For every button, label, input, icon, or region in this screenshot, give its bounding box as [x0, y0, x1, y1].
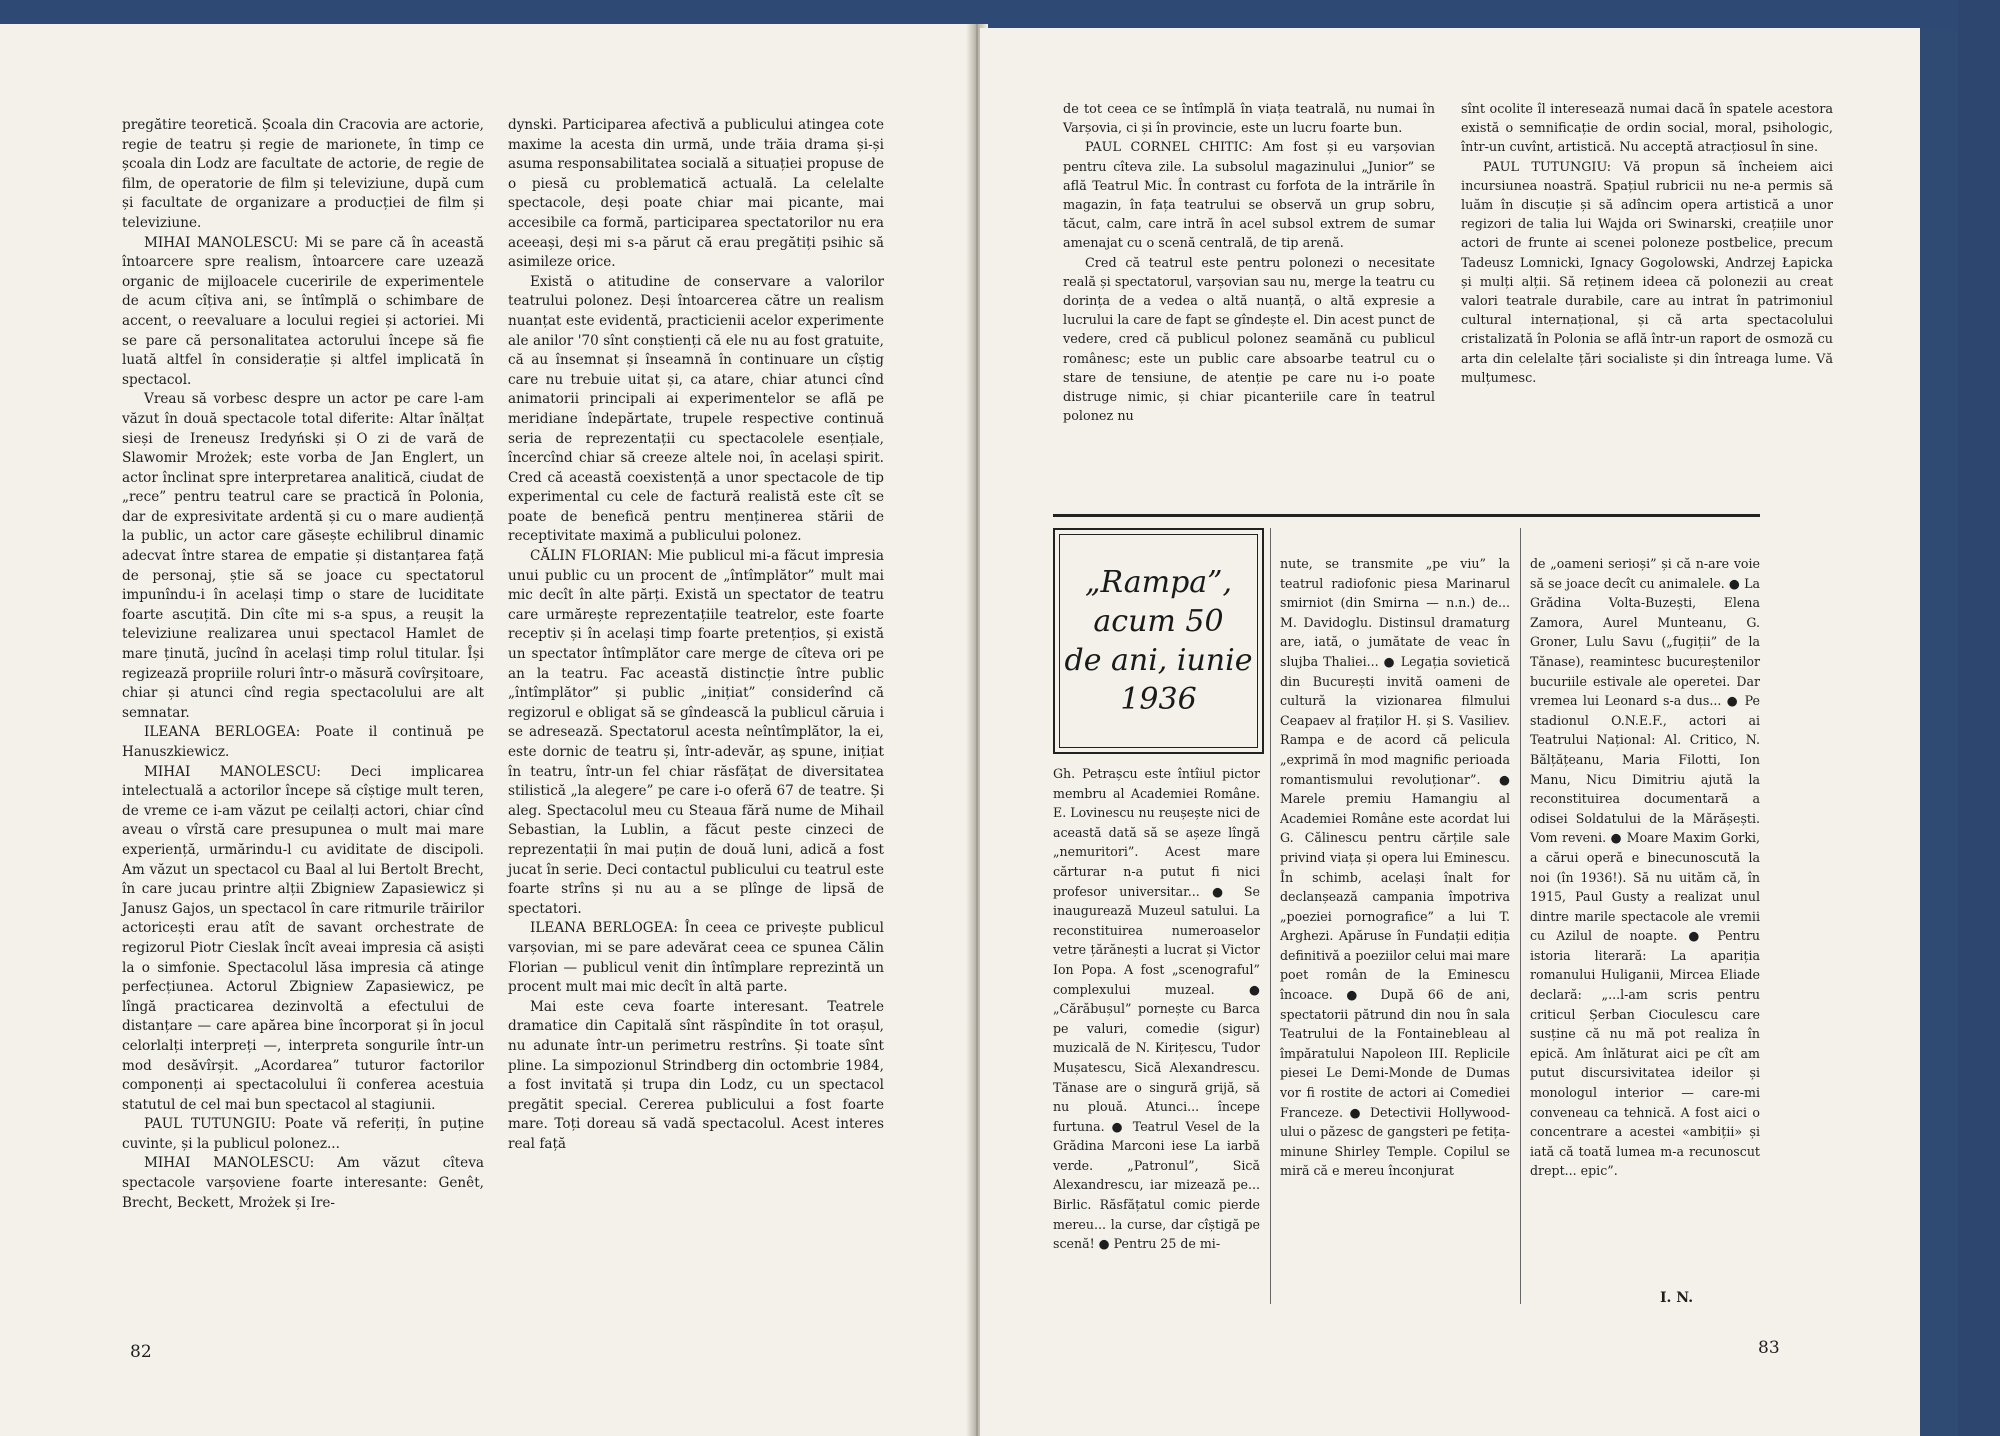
- paragraph: ILEANA BERLOGEA: Poate il continuă pe Hanuszkiewicz.: [122, 724, 484, 760]
- paragraph: Gh. Petrașcu este întîiul pictor membru al Academiei Române. E. Lovinescu nu reușește nici de această dată să se așeze lîngă „nemuritori”. Acest mare cărturar n-a putut fi nici profesor universitar... ● Se inaugurează Muzeul satului. La reconstituirea numeroaselor vetre țărănești a lucrat și Victor Ion Popa. A fost „scenograful” complexului muzeal. ● „Cărăbușul” pornește cu Barca pe valuri, comedie (sigur) muzicală de N. Kirițescu, Tudor Mușatescu, Sică Alexandrescu. Tănase are o singură grijă, să nu plouă. Atunci... începe furtuna. ● Teatrul Vesel de la Grădina Marconi iese La iarbă verde. „Patronul”, Sică Alexandrescu, iar mizează pe... Birlic. Răsfățatul comic pierde mereu... la curse, dar cîștigă pe scenă! ● Pentru 25 de mi-: [1053, 766, 1260, 1252]
- paragraph: nute, se transmite „pe viu” la teatrul radiofonic piesa Marinarul smirniot (din Smirna — n.n.) de... M. Davidoglu. Distinsul dramaturg are, iată, o jumătate de veac în slujba Thaliei... ● Legația sovietică din București invită oameni de cultură la vizionarea filmului Ceapaev al fraților H. și S. Vasiliev. Rampa e de acord că pelicula „exprimă în mod magnific perioada romantismului revoluționar”. ● Marele premiu Hamangiu al Academiei Române este acordat lui G. Călinescu pentru cărțile sale privind viața și opera lui Eminescu. În schimb, același înalt for declanșează campania împotriva „poeziei pornografice” a lui T. Arghezi. Apăruse în Fundații ediția definitivă a poeziilor celui mai mare poet român de la Eminescu încoace. ● După 66 de ani, spectatorii pătrund din nou în sala Teatrului de la Fontainebleau al împăratului Napoleon III. Replicile piesei Le Demi-Monde de Dumas vor fi rostite de actori ai Comediei Franceze. ● Detectivii Hollywood-ului o păzesc de gangsteri pe fetița-minune Shirley Temple. Copilul se miră că e mereu înconjurat: [1280, 556, 1510, 1179]
- paragraph: MIHAI MANOLESCU: Mi se pare că în această întoarcere spre realism, întoarcere care uzează organic de mijloacele cuceririle de experimentele de acum cîțiva ani, se întîmplă o schimbare de accent, o reevaluare a locului regiei și actoriei. Mi se pare că personalitatea actorului începe să fie luată altfel în considerație și altfel implicată în spectacol.: [122, 234, 484, 388]
- paragraph: MIHAI MANOLESCU: Deci implicarea intelectuală a actorilor începe să cîștige mult teren, de vreme ce i-am văzut pe ceilalți actori, chiar cînd aveau o vîrstă care presupunea o mult mai mare experiență, urmărindu-l cu aviditate de discipoli. Am văzut un spectacol cu Baal al lui Bertolt Brecht, în care jucau printre alții Zbigniew Zapasiewicz și Janusz Gajos, un spectacol în care ritmurile trăirilor actoricești erau atît de savant orchestrate de regizorul Piotr Cieslak încît aveai impresia că asiști la o simfonie. Spectacolul lăsa impresia că atinge perfecțiunea. Actorul Zbigniew Zapasiewicz, pe lîngă practicarea dezinvoltă a efectului de distanțare — care apărea bine încorporat și în jocul celorlalți interpreți —, interpreta songurile într-un mod desăvîrșit. „Acordarea” tuturor factorilor componenți ai spectacolului îi conferea acestuia statutul de cel mai bun spectacol al stagiunii.: [122, 763, 484, 1113]
- paragraph: de tot ceea ce se întîmplă în viața teatrală, nu numai în Varșovia, ci și în provincie, este un lucru foarte bun.: [1063, 102, 1435, 137]
- left-page-column-1: [122, 116, 484, 1370]
- left-page: [0, 24, 974, 1436]
- author-signature: I. N.: [1660, 1290, 1694, 1306]
- paragraph: Mai este ceva foarte interesant. Teatrele dramatice din Capitală sînt răspîndite în tot orașul, nu adunate într-un perimetru restrîns. Și toate sînt pline. La simpozionul Strindberg din octombrie 1984, a fost invitată și trupa din Lodz, cu un spectacol pregătit special. Cererea publicului a fost foarte mare. Toți doreau să vadă spectacolul. Acest interes real față: [508, 998, 884, 1152]
- paragraph: sînt ocolite îl interesează numai dacă în spatele acestora există o semnificație de ordin social, moral, psihologic, într-un cuvînt, artistică. Nu acceptă atracțiosul în sine.: [1461, 102, 1833, 156]
- paragraph: PAUL TUTUNGIU: Vă propun să încheiem aici incursiunea noastră. Spațiul rubricii nu ne-a permis să luăm în discuție și să adîncim opera artistică a unor regizori de talia lui Wajda ori Swinarski, creațiile unor actori de frunte ai scenei poloneze postbelice, precum Tadeusz Lomnicki, Ignacy Gogolowski, Andrzej Łapicka și mulți alții. Să reținem ideea că polonezii au creat valori teatrale durabile, care au intrat în patrimoniul cultural internațional, și că arta spectacolului cristalizată în Polonia se află într-un raport de osmoză cu arta din celelalte țări socialiste și din întreaga lume. Vă mulțumesc.: [1461, 159, 1833, 386]
- column-rule: [1270, 528, 1271, 1304]
- book-cover-right-edge: [1958, 0, 2000, 1436]
- paragraph: ILEANA BERLOGEA: În ceea ce privește publicul varșovian, mi se pare adevărat ceea ce spunea Călin Florian — publicul venit din întîmplare reprezintă un procent mult mai mic decît în altă parte.: [508, 920, 884, 996]
- rampa-column-2: [1280, 554, 1510, 1304]
- rampa-column-3: [1530, 554, 1760, 1304]
- section-divider: [1053, 514, 1760, 517]
- paragraph: Cred că teatrul este pentru polonezi o necesitate reală și spectatorul, varșovian sau nu, merge la teatru cu dorința de a vedea o altă nuanță, o altă expresie a lucrului la care de fapt se gîndește el. Din acest punct de vedere, cred că publicul polonez seamănă cu publicul românesc; este un public care absoarbe teatrul cu o stare de tensiune, de atenție pe care nu i-o poate distruge nimic, și chiar picanteriile care în teatrul polonez nu: [1063, 255, 1435, 425]
- paragraph: de „oameni serioși” și că n-are voie să se joace decît cu animalele. ● La Grădina Volta-Buzești, Elena Zamora, Aurel Munteanu, G. Groner, Lulu Savu („fugiții” de la Tănase), reamintesc bucureștenilor bucuriile estivale ale operetei. Dar vremea lui Leonard s-a dus... ● Pe stadionul O.N.E.F., actori ai Teatrului Național: Al. Critico, N. Bălțățeanu, Maria Filotti, Ion Manu, Nicu Dimitriu ajută la reconstituirea documentară a odisei Soldatului de la Mărășești. Vom reveni. ● Moare Maxim Gorki, a cărui operă e binecunoscută la noi (în 1936!). Să nu uităm că, în 1915, Paul Gusty a realizat unul dintre marile spectacole ale vremii cu Azilul de noapte. ● Pentru istoria literară: La apariția romanului Huliganii, Mircea Eliade declară: „...l-am scris pentru criticul Șerban Cioculescu care susține că nu mă pot realiza în epică. Am înlăturat aici pe cît am putut discursivitatea ideilor și monologul interior — care-mi conveneau ca tehnică. A fost aici o concentrare a acestei «ambiții» și iată că toată lumea m-a recunoscut drept... epic”.: [1530, 556, 1760, 1179]
- rampa-title: „Rampa”, acum 50 de ani, iunie 1936: [1064, 565, 1253, 717]
- paragraph: PAUL CORNEL CHITIC: Am fost și eu varșovian pentru cîteva zile. La subsolul magazinului „Junior” se află Teatrul Mic. În contrast cu forfota de la intrările în magazin, în fața teatrului se observă un grup sobru, tăcut, calm, care intră în acel subsol extrem de sumar amenajat cu o scenă centrală, de tip arenă.: [1063, 140, 1435, 252]
- right-page-column-2: [1461, 100, 1833, 430]
- right-page: [980, 28, 1920, 1436]
- page-number-left: 82: [130, 1342, 152, 1362]
- paragraph: Există o atitudine de conservare a valorilor teatrului polonez. Deși întoarcerea către un realism nuanțat este evidentă, practicienii acelor experimente ale anilor '70 sînt conștienți că ele nu au fost gratuite, că au însemnat și înseamnă în continuare un cîștig care nu trebuie uitat și, ca atare, chiar atunci cînd animatorii principali ai experimentelor se află pe meridiane îndepărtate, trupele respective continuă seria de reprezentații cu spectacolele esențiale, încercînd chiar să creeze altele noi, în același spirit. Cred că această coexistență a unor spectacole de tip experimental cu cele de factură realistă este cît se poate de benefică pentru menținerea stării de receptivitate maximă a publicului polonez.: [508, 273, 884, 545]
- page-number-right: 83: [1758, 1338, 1780, 1358]
- paragraph: pregătire teoretică. Școala din Cracovia are actorie, regie de teatru și regie de marionete, în timp ce școala din Lodz are facultate de actorie, de regie de film, de operatorie de film și televiziune, după cum și facultate de organizare a producției de film și televiziune.: [122, 117, 484, 231]
- left-page-column-2: [508, 116, 884, 1370]
- paragraph: dynski. Participarea afectivă a publicului atingea cote maxime la acesta din urmă, unde trăia drama și-și asuma responsabilitatea socială a situației propuse de o piesă cu problematică actuală. La celelalte spectacole, deși poate chiar mai picante, mai accesibile ca formă, participarea spectatorilor nu era aceeași, deși mi s-a părut că erau pregătiți psihic să asimileze orice.: [508, 117, 884, 271]
- paragraph: PAUL TUTUNGIU: Poate vă referiți, în puține cuvinte, și la publicul polonez...: [122, 1116, 484, 1152]
- rampa-column-1: [1053, 764, 1260, 1304]
- rampa-title-box: [1053, 528, 1264, 754]
- right-page-column-1: [1063, 100, 1435, 430]
- paragraph: Vreau să vorbesc despre un actor pe care l-am văzut în două spectacole total diferite: Altar înălțat sieși de Ireneusz Iredyński și O zi de vară de Slawomir Mrożek; este vorba de Jan Englert, un actor înclinat spre interpretarea analitică, ciudat de „rece” pentru teatrul care se practică în Polonia, dar de expresivitate ardentă și cu o mare audiență la public, un actor care găsește echilibrul dinamic adecvat între starea de empatie și distanțarea față de personaj, știe să se joace cu spectatorul impunîndu-i în același timp o stare de luciditate foarte ascuțită. Din cîte mi s-a spus, a reușit la televiziune realizarea unui spectacol Hamlet de mare ținută, jucînd în același timp rolul titular. Își regizează propriile roluri într-o măsură covîrșitoare, chiar și atunci cînd regia spectacolului are alt semnatar.: [122, 391, 484, 721]
- paragraph: CĂLIN FLORIAN: Mie publicul mi-a făcut impresia unui public cu un procent de „întîmplător” mult mai mic decît în alte părți. Există un spectator de teatru care urmărește reprezentațiile teatrelor, este foarte receptiv și în același timp foarte pretențios, și există un spectator întîmplător care merge de cîteva ori pe an la teatru. Fac această distincție între public „întîmplător” și public „inițiat” considerînd că regizorul e obligat să se gîndească la publicul căruia i se adresează. Spectatorul acesta neîntîmplător, la ei, este dornic de teatru și, într-adevăr, aș spune, inițiat în teatru, într-un fel chiar răsfățat de diversitatea stilistică „la alegere” pe care i-o oferă 67 de teatre. Și aleg. Spectacolul meu cu Steaua fără nume de Mihail Sebastian, la Lublin, a făcut peste cinzeci de reprezentații în mai puțin de două luni, adică a fost jucat în serie. Deci contactul publicului cu teatrul este foarte strîns și nu au a se plînge de lipsă de spectatori.: [508, 548, 884, 917]
- column-rule: [1520, 528, 1521, 1304]
- rampa-title-frame: [1059, 534, 1258, 748]
- paragraph: MIHAI MANOLESCU: Am văzut cîteva spectacole varșoviene foarte interesante: Genêt, Brecht, Beckett, Mrożek și Ire-: [122, 1155, 484, 1211]
